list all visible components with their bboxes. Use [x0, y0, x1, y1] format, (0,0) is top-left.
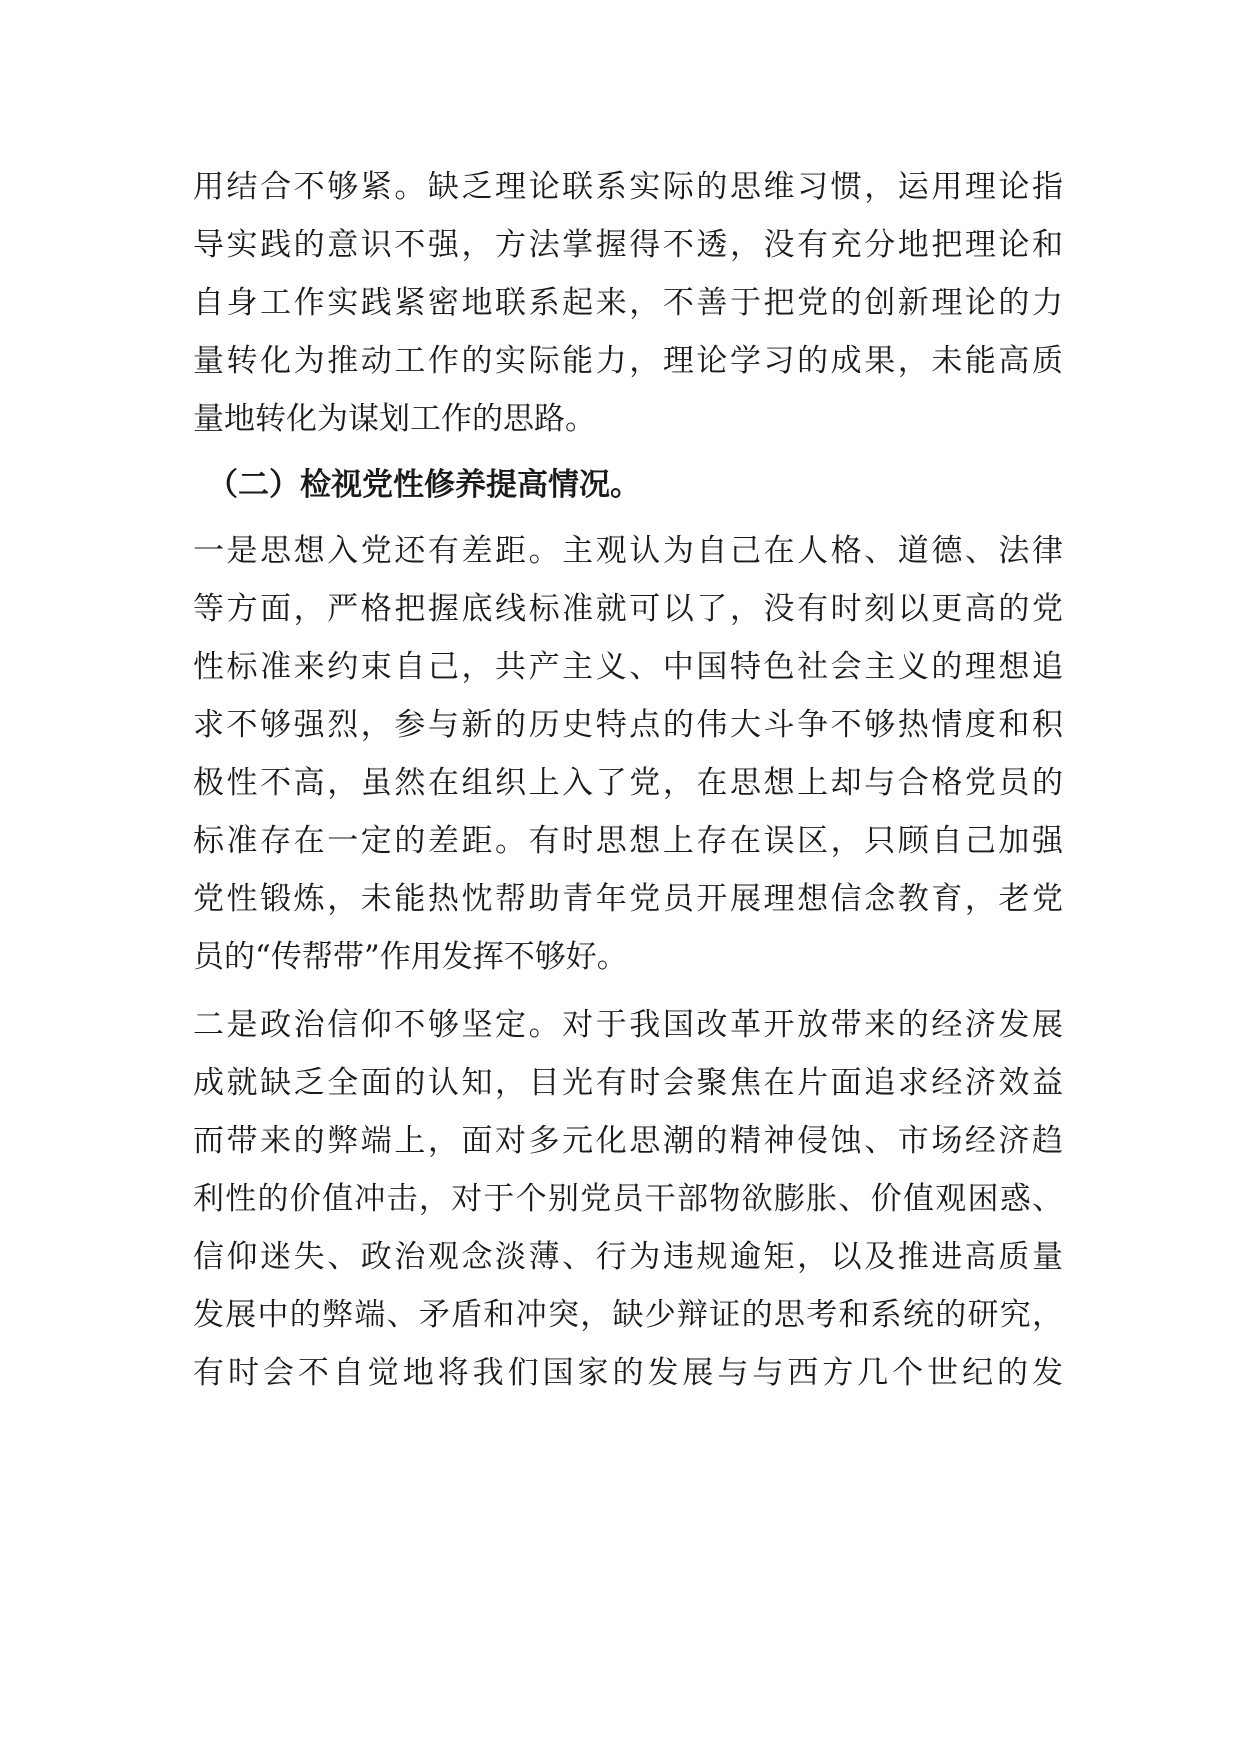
text-line: 求不够强烈，参与新的历史特点的伟大斗争不够热情度和积	[193, 707, 1063, 743]
paragraph-2	[193, 996, 1063, 1402]
text-line: 利性的价值冲击，对于个别党员干部物欲膨胀、价值观困惑、	[193, 1181, 1063, 1217]
text-line: 员的“传帮带”作用发挥不够好。	[193, 939, 628, 975]
text-line: 信仰迷失、政治观念淡薄、行为违规逾矩，以及推进高质量	[193, 1239, 1063, 1275]
text-line: 自身工作实践紧密地联系起来，不善于把党的创新理论的力	[193, 285, 1063, 321]
text-line: 导实践的意识不强，方法掌握得不透，没有充分地把理论和	[193, 227, 1063, 263]
text-line: 一是思想入党还有差距。主观认为自己在人格、道德、法律	[193, 533, 1063, 569]
text-line: 量地转化为谋划工作的思路。	[193, 401, 596, 437]
text-line: 量转化为推动工作的实际能力，理论学习的成果，未能高质	[193, 343, 1063, 379]
document-body	[193, 158, 1063, 1402]
text-line: 用结合不够紧。缺乏理论联系实际的思维习惯，运用理论指	[193, 169, 1063, 205]
paragraph-1	[193, 522, 1063, 986]
text-line: 二是政治信仰不够坚定。对于我国改革开放带来的经济发展	[193, 1007, 1063, 1043]
text-line: 等方面，严格把握底线标准就可以了，没有时刻以更高的党	[193, 591, 1063, 627]
section-heading: （二）检视党性修养提高情况。	[207, 467, 641, 503]
text-line: 极性不高，虽然在组织上入了党，在思想上却与合格党员的	[193, 765, 1063, 801]
text-line: 标准存在一定的差距。有时思想上存在误区，只顾自己加强	[193, 823, 1063, 859]
paragraph-continued	[193, 158, 1063, 448]
text-line: 性标准来约束自己，共产主义、中国特色社会主义的理想追	[193, 649, 1063, 685]
text-line: 党性锻炼，未能热忱帮助青年党员开展理想信念教育，老党	[193, 881, 1063, 917]
text-line: 有时会不自觉地将我们国家的发展与与西方几个世纪的发	[193, 1355, 1063, 1391]
text-line: 成就缺乏全面的认知，目光有时会聚焦在片面追求经济效益	[193, 1065, 1063, 1101]
text-line: 而带来的弊端上，面对多元化思潮的精神侵蚀、市场经济趋	[193, 1123, 1063, 1159]
paragraph-gap	[193, 986, 1063, 996]
text-line: 发展中的弊端、矛盾和冲突，缺少辩证的思考和系统的研究，	[193, 1297, 1063, 1333]
